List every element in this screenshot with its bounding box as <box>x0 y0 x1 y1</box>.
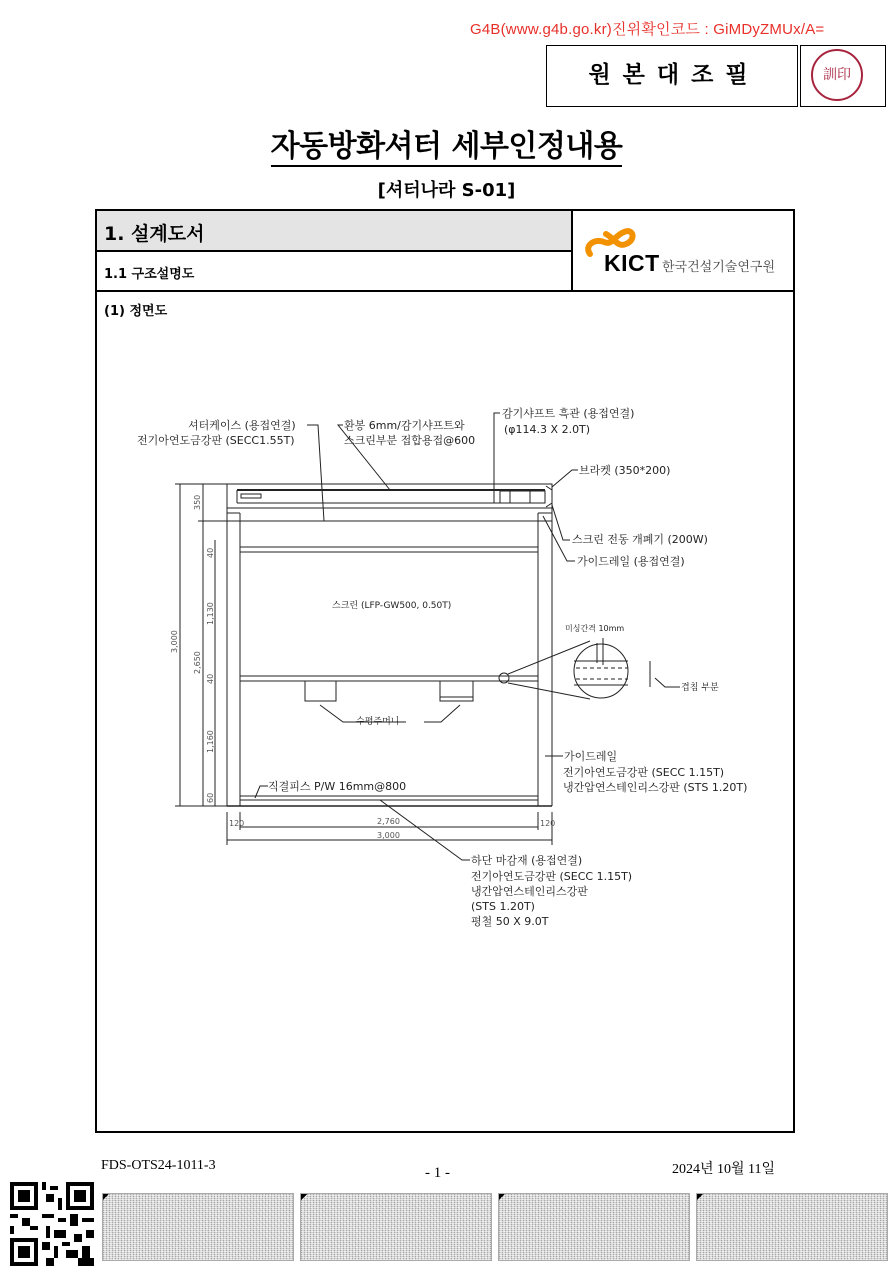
callout-motor: 스크린 전동 개폐기 (200W) <box>572 533 708 546</box>
callout-screw: 직결피스 P/W 16mm@800 <box>268 780 407 793</box>
document-title-text: 자동방화셔터 세부인정내용 <box>271 129 623 167</box>
qr-code-icon <box>10 1182 94 1266</box>
official-seal-icon: 訓印 <box>811 49 863 101</box>
dim-screen-height: 2,650 <box>193 651 202 674</box>
callout-screen: 스크린 (LFP-GW500, 0.50T) <box>332 601 452 611</box>
callout-guide-1: 가이드레일 <box>564 750 618 763</box>
verification-code: G4B(www.g4b.go.kr)진위확인코드 : GiMDyZMUx/A= <box>470 21 825 38</box>
svg-text:3,000: 3,000 <box>377 831 400 840</box>
security-pattern-4 <box>696 1193 888 1261</box>
page-number: - 1 - <box>425 1165 450 1181</box>
svg-text:2,760: 2,760 <box>377 817 400 826</box>
document-subtitle: [셔터나라 S-01] <box>377 180 516 201</box>
section-heading: 1. 설계도서 <box>104 223 205 245</box>
svg-text:1,160: 1,160 <box>206 730 215 753</box>
callout-overlap: 겹침 부분 <box>681 683 719 693</box>
security-pattern-3 <box>498 1193 690 1261</box>
callout-bottom-5: 평철 50 X 9.0T <box>471 915 549 928</box>
callout-bottom-4: (STS 1.20T) <box>471 900 535 913</box>
document-number: FDS-OTS24-1011-3 <box>101 1158 216 1173</box>
security-pattern-1 <box>102 1193 294 1261</box>
callout-bottom-2: 전기아연도금강판 (SECC 1.15T) <box>471 870 633 883</box>
callout-case-2: 전기아연도금강판 (SECC1.55T) <box>137 434 295 447</box>
callout-bar-2: 스크린부분 접합용접@600 <box>344 434 476 447</box>
view-label: (1) 정면도 <box>104 304 168 319</box>
dim-case-height: 350 <box>193 494 202 510</box>
callout-guide-2: 전기아연도금강판 (SECC 1.15T) <box>563 766 725 779</box>
callout-bar-1: 환봉 6mm/감기샤프트와 <box>344 419 465 432</box>
kict-wordmark: KICT <box>604 250 660 276</box>
svg-text:40: 40 <box>206 547 215 558</box>
callout-bottom-3: 냉간압연스테인리스강판 <box>471 885 588 898</box>
section-subheading: 1.1 구조설명도 <box>104 267 195 282</box>
callout-bottom-1: 하단 마감재 (용접연결) <box>471 854 583 867</box>
security-pattern-2 <box>300 1193 492 1261</box>
callout-guide-weld: 가이드레일 (용접연결) <box>577 555 685 568</box>
issue-date: 2024년 10월 11일 <box>672 1162 776 1177</box>
svg-text:40: 40 <box>206 673 215 684</box>
callout-pocket: 수평주머니 <box>356 717 400 727</box>
svg-text:120: 120 <box>540 819 556 828</box>
callout-sewing-gap: 미싱간격 10mm <box>565 624 625 633</box>
callout-shaft-2: (φ114.3 X 2.0T) <box>504 423 591 436</box>
svg-text:60: 60 <box>206 792 215 803</box>
dim-total-height: 3,000 <box>170 630 179 653</box>
stamp-label: 원본대조필 <box>588 61 760 88</box>
callout-case-1: 셔터케이스 (용접연결) <box>188 419 296 432</box>
callout-bracket: 브라켓 (350*200) <box>579 464 671 477</box>
callout-shaft-1: 감기샤프트 흑관 (용접연결) <box>502 407 635 420</box>
svg-text:120: 120 <box>229 819 245 828</box>
svg-text:1,130: 1,130 <box>206 602 215 625</box>
callout-guide-3: 냉간압연스테인리스강판 (STS 1.20T) <box>563 781 748 794</box>
kict-name: 한국건설기술연구원 <box>662 260 776 275</box>
